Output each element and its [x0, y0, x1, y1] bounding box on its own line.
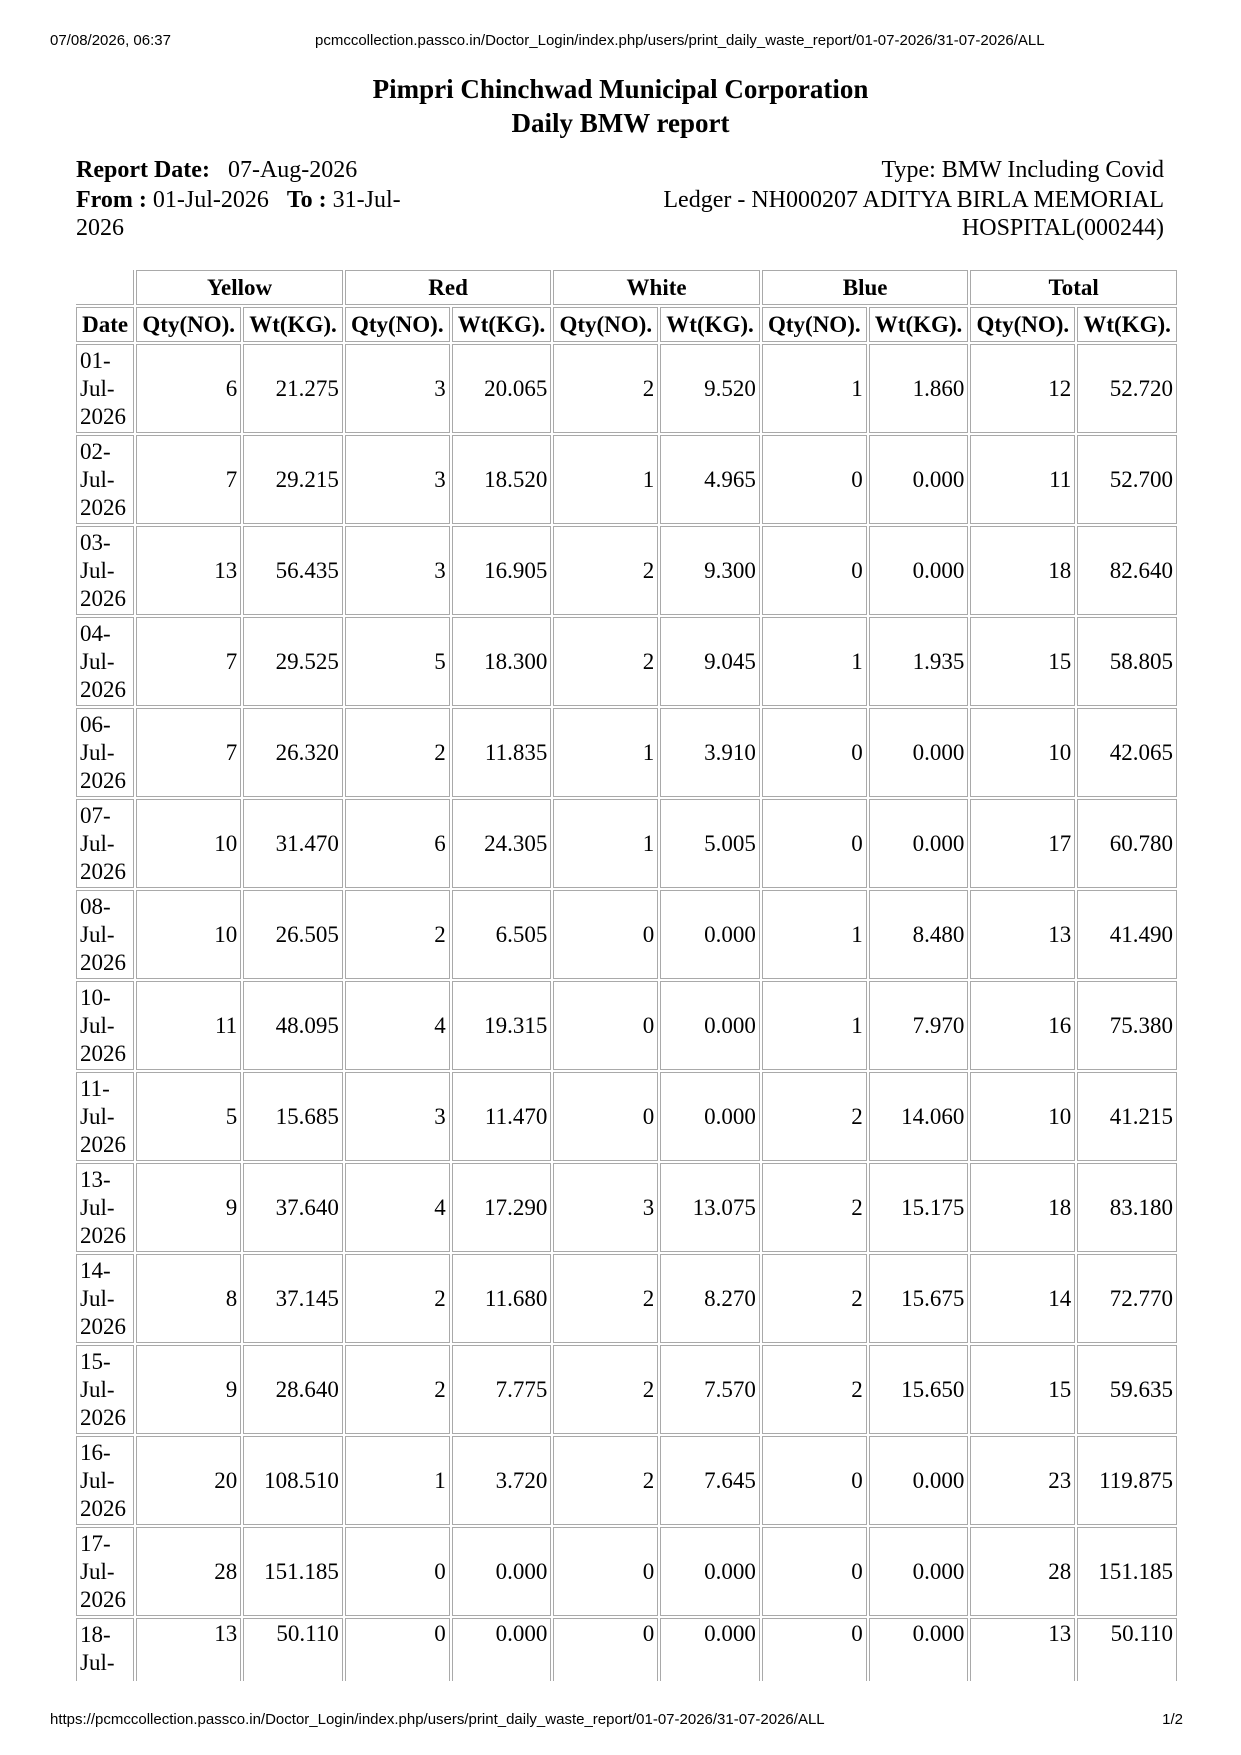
- cell-white-wt: 5.005: [660, 799, 760, 888]
- cell-white-qty: 2: [553, 344, 658, 433]
- date-part: 2026: [80, 1314, 126, 1339]
- cell-yellow-wt: 50.110: [243, 1618, 343, 1681]
- cell-total-wt: 59.635: [1077, 1345, 1177, 1434]
- cell-white-wt: 3.910: [660, 708, 760, 797]
- cell-white-qty: 0: [553, 1072, 658, 1161]
- cell-yellow-wt: 37.145: [243, 1254, 343, 1343]
- cell-white-wt: 0.000: [660, 1072, 760, 1161]
- cell-white-qty: 0: [553, 890, 658, 979]
- cell-yellow-qty: 28: [136, 1527, 241, 1616]
- cell-yellow-wt: 28.640: [243, 1345, 343, 1434]
- cell-white-wt: 9.045: [660, 617, 760, 706]
- group-header-total: Total: [970, 270, 1177, 305]
- cell-total-wt: 82.640: [1077, 526, 1177, 615]
- cell-yellow-wt: 31.470: [243, 799, 343, 888]
- date-part: Jul-: [80, 831, 115, 856]
- date-group-blank: [76, 270, 134, 305]
- cell-blue-qty: 0: [762, 526, 867, 615]
- report-body: [76, 344, 1177, 1681]
- date-part: 2026: [80, 859, 126, 884]
- date-part: 2026: [80, 1132, 126, 1157]
- cell-blue-qty: 2: [762, 1345, 867, 1434]
- from-value: 01-Jul-2026: [152, 187, 269, 213]
- cell-white-wt: 9.300: [660, 526, 760, 615]
- to-value-part2: 2026: [76, 215, 124, 241]
- cell-red-qty: 4: [345, 981, 450, 1070]
- cell-blue-qty: 1: [762, 617, 867, 706]
- cell-total-qty: 15: [970, 617, 1075, 706]
- table-row: [76, 435, 1177, 524]
- date-part: 2026: [80, 495, 126, 520]
- date-part: Jul-: [80, 558, 115, 583]
- date-part: 2026: [80, 1405, 126, 1430]
- cell-total-wt: 50.110: [1077, 1618, 1177, 1681]
- cell-white-wt: 7.645: [660, 1436, 760, 1525]
- cell-yellow-qty: 5: [136, 1072, 241, 1161]
- cell-total-qty: 23: [970, 1436, 1075, 1525]
- cell-red-qty: 5: [345, 617, 450, 706]
- to-value-part1: 31-Jul-: [332, 187, 401, 213]
- cell-white-qty: 2: [553, 1254, 658, 1343]
- column-header-row: [76, 307, 1177, 342]
- column-header-qty: Qty(NO).: [970, 307, 1075, 342]
- date-part: Jul-: [80, 740, 115, 765]
- cell-white-qty: 2: [553, 526, 658, 615]
- cell-red-wt: 17.290: [452, 1163, 552, 1252]
- cell-total-wt: 52.700: [1077, 435, 1177, 524]
- cell-date: [76, 1072, 134, 1161]
- cell-white-qty: 2: [553, 1345, 658, 1434]
- cell-total-wt: 41.215: [1077, 1072, 1177, 1161]
- table-row: [76, 708, 1177, 797]
- cell-date: [76, 890, 134, 979]
- group-header-yellow: Yellow: [136, 270, 343, 305]
- date-part: 2026: [80, 1587, 126, 1612]
- date-part: 04-: [80, 621, 111, 646]
- cell-white-qty: 0: [553, 1618, 658, 1681]
- date-part: 2026: [80, 1496, 126, 1521]
- cell-blue-wt: 0.000: [869, 799, 969, 888]
- cell-yellow-wt: 56.435: [243, 526, 343, 615]
- cell-red-wt: 0.000: [452, 1618, 552, 1681]
- meta-right: [604, 156, 1164, 242]
- column-header-qty: Qty(NO).: [136, 307, 241, 342]
- cell-blue-qty: 1: [762, 344, 867, 433]
- column-header-qty: Qty(NO).: [553, 307, 658, 342]
- cell-date: [76, 981, 134, 1070]
- cell-total-wt: 52.720: [1077, 344, 1177, 433]
- date-part: 14-: [80, 1258, 111, 1283]
- cell-total-qty: 13: [970, 1618, 1075, 1681]
- date-part: Jul-: [80, 1377, 115, 1402]
- table-row: [76, 1527, 1177, 1616]
- cell-total-wt: 41.490: [1077, 890, 1177, 979]
- report-date-value: 07-Aug-2026: [227, 157, 358, 183]
- cell-white-wt: 4.965: [660, 435, 760, 524]
- ledger-line-2: HOSPITAL(000244): [961, 215, 1164, 241]
- from-label: From :: [76, 187, 147, 213]
- date-part: 16-: [80, 1440, 111, 1465]
- cell-blue-qty: 0: [762, 435, 867, 524]
- bmw-report-table: [74, 268, 1179, 1683]
- cell-red-wt: 16.905: [452, 526, 552, 615]
- cell-blue-wt: 0.000: [869, 1436, 969, 1525]
- cell-total-qty: 12: [970, 344, 1075, 433]
- cell-red-wt: 11.835: [452, 708, 552, 797]
- cell-blue-wt: 0.000: [869, 526, 969, 615]
- group-header-row: [76, 270, 1177, 305]
- to-label: To :: [286, 187, 327, 213]
- report-date-label: Report Date:: [76, 157, 210, 183]
- cell-blue-wt: 15.675: [869, 1254, 969, 1343]
- cell-red-qty: 6: [345, 799, 450, 888]
- cell-blue-wt: 15.650: [869, 1345, 969, 1434]
- cell-white-wt: 7.570: [660, 1345, 760, 1434]
- cell-red-wt: 0.000: [452, 1527, 552, 1616]
- cell-blue-wt: 0.000: [869, 1618, 969, 1681]
- cell-yellow-qty: 9: [136, 1345, 241, 1434]
- date-part: 11-: [80, 1076, 110, 1101]
- cell-yellow-wt: 29.525: [243, 617, 343, 706]
- cell-total-qty: 18: [970, 526, 1075, 615]
- cell-yellow-qty: 10: [136, 799, 241, 888]
- cell-date: [76, 526, 134, 615]
- cell-blue-wt: 1.935: [869, 617, 969, 706]
- cell-yellow-wt: 26.320: [243, 708, 343, 797]
- cell-red-wt: 24.305: [452, 799, 552, 888]
- cell-total-qty: 13: [970, 890, 1075, 979]
- cell-red-wt: 6.505: [452, 890, 552, 979]
- cell-total-wt: 58.805: [1077, 617, 1177, 706]
- date-part: Jul-: [80, 1468, 115, 1493]
- table-row: [76, 1618, 1177, 1681]
- date-part: Jul-: [80, 467, 115, 492]
- cell-total-wt: 72.770: [1077, 1254, 1177, 1343]
- column-header-wt: Wt(KG).: [452, 307, 552, 342]
- cell-total-qty: 15: [970, 1345, 1075, 1434]
- cell-white-wt: 0.000: [660, 1618, 760, 1681]
- cell-red-wt: 20.065: [452, 344, 552, 433]
- print-timestamp: 07/08/2026, 06:37: [50, 32, 171, 49]
- cell-date: [76, 708, 134, 797]
- cell-red-wt: 11.470: [452, 1072, 552, 1161]
- ledger-line-1: Ledger - NH000207 ADITYA BIRLA MEMORIAL: [663, 187, 1164, 213]
- cell-white-wt: 13.075: [660, 1163, 760, 1252]
- date-part: 2026: [80, 1041, 126, 1066]
- cell-white-wt: 0.000: [660, 1527, 760, 1616]
- column-header-wt: Wt(KG).: [869, 307, 969, 342]
- cell-red-qty: 3: [345, 344, 450, 433]
- date-part: 07-: [80, 803, 111, 828]
- cell-white-qty: 0: [553, 1527, 658, 1616]
- table-row: [76, 890, 1177, 979]
- cell-yellow-wt: 108.510: [243, 1436, 343, 1525]
- meta-left: [76, 156, 436, 242]
- cell-total-qty: 11: [970, 435, 1075, 524]
- cell-yellow-qty: 20: [136, 1436, 241, 1525]
- cell-white-qty: 0: [553, 981, 658, 1070]
- date-part: 2026: [80, 677, 126, 702]
- cell-blue-qty: 0: [762, 1618, 867, 1681]
- group-header-white: White: [553, 270, 760, 305]
- cell-total-qty: 10: [970, 1072, 1075, 1161]
- date-part: Jul-: [80, 1013, 115, 1038]
- date-part: 03-: [80, 530, 111, 555]
- date-part: 18-: [80, 1622, 111, 1647]
- cell-yellow-qty: 8: [136, 1254, 241, 1343]
- cell-blue-wt: 0.000: [869, 708, 969, 797]
- cell-yellow-qty: 9: [136, 1163, 241, 1252]
- table-row: [76, 1345, 1177, 1434]
- cell-white-wt: 0.000: [660, 981, 760, 1070]
- cell-red-qty: 3: [345, 435, 450, 524]
- cell-yellow-wt: 26.505: [243, 890, 343, 979]
- cell-yellow-qty: 7: [136, 617, 241, 706]
- cell-yellow-wt: 151.185: [243, 1527, 343, 1616]
- cell-total-wt: 42.065: [1077, 708, 1177, 797]
- cell-white-wt: 0.000: [660, 890, 760, 979]
- date-part: 2026: [80, 768, 126, 793]
- cell-blue-wt: 8.480: [869, 890, 969, 979]
- cell-red-qty: 4: [345, 1163, 450, 1252]
- date-part: 13-: [80, 1167, 111, 1192]
- cell-white-qty: 1: [553, 708, 658, 797]
- date-part: 01-: [80, 348, 111, 373]
- cell-red-wt: 7.775: [452, 1345, 552, 1434]
- cell-blue-qty: 2: [762, 1163, 867, 1252]
- cell-white-wt: 8.270: [660, 1254, 760, 1343]
- group-header-blue: Blue: [762, 270, 969, 305]
- cell-date: [76, 1527, 134, 1616]
- cell-total-qty: 16: [970, 981, 1075, 1070]
- cell-total-qty: 18: [970, 1163, 1075, 1252]
- column-header-qty: Qty(NO).: [762, 307, 867, 342]
- cell-white-qty: 3: [553, 1163, 658, 1252]
- cell-blue-wt: 14.060: [869, 1072, 969, 1161]
- cell-white-wt: 9.520: [660, 344, 760, 433]
- date-part: Jul-: [80, 1650, 115, 1675]
- title-line-1: Pimpri Chinchwad Municipal Corporation: [372, 74, 869, 104]
- cell-total-qty: 28: [970, 1527, 1075, 1616]
- cell-blue-qty: 1: [762, 981, 867, 1070]
- cell-yellow-wt: 37.640: [243, 1163, 343, 1252]
- column-header-wt: Wt(KG).: [243, 307, 343, 342]
- cell-white-qty: 1: [553, 799, 658, 888]
- cell-blue-qty: 2: [762, 1072, 867, 1161]
- cell-yellow-qty: 7: [136, 708, 241, 797]
- date-part: Jul-: [80, 1104, 115, 1129]
- group-header-red: Red: [345, 270, 552, 305]
- cell-red-qty: 1: [345, 1436, 450, 1525]
- cell-red-wt: 3.720: [452, 1436, 552, 1525]
- cell-red-qty: 0: [345, 1618, 450, 1681]
- cell-red-wt: 18.520: [452, 435, 552, 524]
- date-part: 17-: [80, 1531, 111, 1556]
- cell-yellow-wt: 29.215: [243, 435, 343, 524]
- cell-red-wt: 18.300: [452, 617, 552, 706]
- date-part: 15-: [80, 1349, 111, 1374]
- cell-blue-qty: 0: [762, 1436, 867, 1525]
- table-row: [76, 1163, 1177, 1252]
- date-part: 08-: [80, 894, 111, 919]
- cell-red-wt: 19.315: [452, 981, 552, 1070]
- cell-total-wt: 151.185: [1077, 1527, 1177, 1616]
- cell-white-qty: 2: [553, 617, 658, 706]
- cell-yellow-qty: 6: [136, 344, 241, 433]
- report-title: [0, 72, 1241, 140]
- cell-red-qty: 3: [345, 526, 450, 615]
- date-part: 02-: [80, 439, 111, 464]
- cell-date: [76, 1345, 134, 1434]
- report-type: Type: BMW Including Covid: [881, 157, 1164, 183]
- cell-date: [76, 1618, 134, 1681]
- table-row: [76, 1254, 1177, 1343]
- cell-blue-qty: 2: [762, 1254, 867, 1343]
- cell-total-wt: 119.875: [1077, 1436, 1177, 1525]
- cell-total-qty: 10: [970, 708, 1075, 797]
- date-part: 2026: [80, 950, 126, 975]
- date-part: Jul-: [80, 649, 115, 674]
- cell-total-wt: 75.380: [1077, 981, 1177, 1070]
- cell-date: [76, 344, 134, 433]
- cell-date: [76, 1254, 134, 1343]
- table-row: [76, 526, 1177, 615]
- page-number: 1/2: [1162, 1711, 1183, 1728]
- cell-red-qty: 0: [345, 1527, 450, 1616]
- cell-yellow-qty: 13: [136, 526, 241, 615]
- table-row: [76, 617, 1177, 706]
- date-part: 2026: [80, 586, 126, 611]
- cell-total-wt: 83.180: [1077, 1163, 1177, 1252]
- date-part: 10-: [80, 985, 111, 1010]
- cell-white-qty: 2: [553, 1436, 658, 1525]
- cell-blue-wt: 1.860: [869, 344, 969, 433]
- cell-blue-wt: 15.175: [869, 1163, 969, 1252]
- date-part: Jul-: [80, 376, 115, 401]
- date-part: 06-: [80, 712, 111, 737]
- cell-red-qty: 2: [345, 1254, 450, 1343]
- table-row: [76, 344, 1177, 433]
- cell-yellow-qty: 13: [136, 1618, 241, 1681]
- cell-red-wt: 11.680: [452, 1254, 552, 1343]
- cell-yellow-qty: 10: [136, 890, 241, 979]
- cell-blue-qty: 0: [762, 708, 867, 797]
- table-row: [76, 981, 1177, 1070]
- cell-total-qty: 14: [970, 1254, 1075, 1343]
- cell-blue-wt: 0.000: [869, 435, 969, 524]
- cell-date: [76, 799, 134, 888]
- cell-white-qty: 1: [553, 435, 658, 524]
- date-part: Jul-: [80, 1286, 115, 1311]
- table-row: [76, 1072, 1177, 1161]
- date-part: Jul-: [80, 1559, 115, 1584]
- cell-date: [76, 1163, 134, 1252]
- cell-red-qty: 3: [345, 1072, 450, 1161]
- cell-red-qty: 2: [345, 1345, 450, 1434]
- print-url: pcmccollection.passco.in/Doctor_Login/index.php/users/print_daily_waste_report/01-07-2026/31-07-2026/ALL: [315, 32, 1045, 49]
- table-row: [76, 1436, 1177, 1525]
- date-part: 2026: [80, 404, 126, 429]
- title-line-2: Daily BMW report: [511, 108, 730, 138]
- cell-blue-qty: 0: [762, 799, 867, 888]
- cell-red-qty: 2: [345, 708, 450, 797]
- cell-yellow-qty: 7: [136, 435, 241, 524]
- date-part: 2026: [80, 1223, 126, 1248]
- cell-total-wt: 60.780: [1077, 799, 1177, 888]
- cell-date: [76, 617, 134, 706]
- cell-date: [76, 435, 134, 524]
- cell-red-qty: 2: [345, 890, 450, 979]
- column-header-qty: Qty(NO).: [345, 307, 450, 342]
- cell-total-qty: 17: [970, 799, 1075, 888]
- cell-yellow-qty: 11: [136, 981, 241, 1070]
- column-header-wt: Wt(KG).: [660, 307, 760, 342]
- cell-blue-qty: 0: [762, 1527, 867, 1616]
- cell-blue-wt: 7.970: [869, 981, 969, 1070]
- cell-blue-qty: 1: [762, 890, 867, 979]
- cell-yellow-wt: 48.095: [243, 981, 343, 1070]
- column-header-date: Date: [76, 307, 134, 342]
- date-part: Jul-: [80, 1195, 115, 1220]
- cell-blue-wt: 0.000: [869, 1527, 969, 1616]
- table-row: [76, 799, 1177, 888]
- cell-date: [76, 1436, 134, 1525]
- cell-yellow-wt: 15.685: [243, 1072, 343, 1161]
- date-part: Jul-: [80, 922, 115, 947]
- cell-yellow-wt: 21.275: [243, 344, 343, 433]
- footer-url: https://pcmccollection.passco.in/Doctor_Login/index.php/users/print_daily_waste_report/01-07-2026/31-07-2026/ALL: [50, 1711, 825, 1728]
- column-header-wt: Wt(KG).: [1077, 307, 1177, 342]
